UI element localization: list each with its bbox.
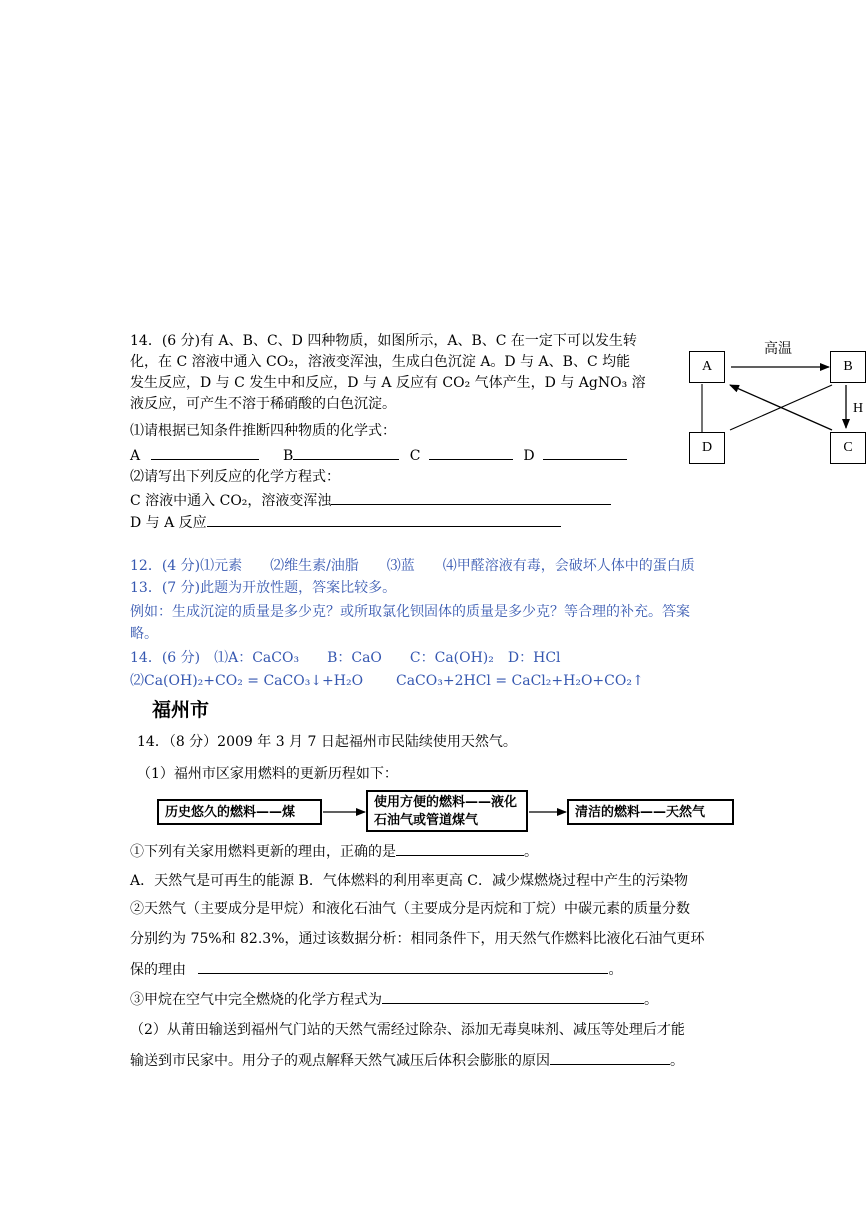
fz-part2-line-1: （2）从莆田输送到福州气门站的天然气需经过除杂、添加无毒臭味剂、减压等处理后才能 — [130, 1022, 685, 1038]
blank-d[interactable] — [543, 445, 627, 460]
node-c: C — [830, 432, 866, 464]
fz-q3-blank[interactable] — [382, 989, 644, 1004]
fz-q2-line-3: 保的理由 — [130, 962, 186, 978]
eq1-blank[interactable] — [331, 490, 611, 505]
answer-13-end: 略。 — [130, 626, 158, 642]
label-h: H — [853, 401, 864, 416]
fz-q2-row — [130, 955, 622, 985]
eq2-row — [130, 512, 561, 534]
q14-line-4: 液反应，可产生不溶于稀硝酸的白色沉淀。 — [130, 396, 396, 412]
fz-q2-blank[interactable] — [198, 959, 608, 974]
fz-part2-row — [130, 1046, 684, 1076]
formula-blanks — [130, 445, 627, 467]
fz-q2-line-2: 分别约为 75%和 82.3%，通过该数据分析：相同条件下，用天然气作燃料比液化石油气更环 — [130, 931, 705, 947]
fz-q3-row — [130, 985, 658, 1015]
fz-q2-end: 。 — [608, 962, 623, 978]
q14-part2-title: ⑵请写出下列反应的化学方程式： — [130, 469, 340, 485]
blank-b[interactable] — [293, 445, 399, 460]
fz-q1-row — [130, 837, 538, 867]
eq2-label: D 与 A 反应 — [130, 515, 207, 531]
label-high-temp: 高温 — [764, 341, 792, 357]
fz-intro: 14．（8 分）2009 年 3 月 7 日起福州市民陆续使用天然气。 — [137, 734, 517, 750]
fz-part2-line-2: 输送到市民家中。用分子的观点解释天然气减压后体积会膨胀的原因 — [130, 1053, 550, 1069]
fz-part1: （1）福州市区家用燃料的更新历程如下： — [137, 766, 398, 782]
flow-step-lpg: 使用方便的燃料——液化石油气或管道煤气 — [366, 790, 528, 832]
blank-label-c: C — [409, 448, 421, 464]
fz-q1-end: 。 — [524, 844, 538, 860]
blank-c[interactable] — [429, 445, 513, 460]
answer-14-eq1: ⑵Ca(OH)₂+CO₂ = CaCO₃↓+H₂O — [130, 673, 364, 689]
answer-12: 12．(4 分)⑴元素 ⑵维生素/油脂 ⑶蓝 ⑷甲醛溶液有毒，会破坏人体中的蛋白质 — [130, 558, 695, 574]
fz-q1-options: A．天然气是可再生的能源 B．气体燃料的利用率更高 C．减少煤燃烧过程中产生的污染物 — [130, 873, 689, 889]
eq1-row — [130, 490, 611, 512]
flow-arrows — [320, 804, 570, 820]
eq1-label: C 溶液中通入 CO₂，溶液变浑浊 — [130, 493, 332, 509]
q14-line-3: 发生反应，D 与 C 发生中和反应，D 与 A 反应有 CO₂ 气体产生，D 与 AgNO₃ 溶 — [130, 375, 646, 391]
q14-line-1: 14．(6 分)有 A、B、C、D 四种物质，如图所示，A、B、C 在一定下可以发生转 — [130, 333, 637, 349]
fz-part2-end: 。 — [670, 1053, 684, 1069]
answer-13: 13．(7 分)此题为开放性题，答案比较多。 — [130, 580, 397, 596]
eq2-blank[interactable] — [207, 512, 561, 527]
answer-14-formulas: 14．(6 分) ⑴A：CaCO₃ B：CaO C：Ca(OH)₂ D：HCl — [130, 650, 561, 666]
blank-label-d: D — [523, 448, 535, 464]
fz-q1: ①下列有关家用燃料更新的理由，正确的是 — [130, 844, 396, 860]
answer-14-eq2: CaCO₃+2HCl = CaCl₂+H₂O+CO₂↑ — [396, 673, 644, 689]
node-d: D — [689, 432, 725, 464]
fz-q3: ③甲烷在空气中完全燃烧的化学方程式为 — [130, 992, 382, 1008]
node-b: B — [830, 351, 866, 383]
section-heading: 福州市 — [152, 699, 210, 721]
blank-label-b: B — [283, 448, 294, 464]
node-a: A — [689, 351, 725, 383]
flow-step-coal: 历史悠久的燃料——煤 — [157, 799, 322, 825]
fz-q2-line-1: ②天然气（主要成分是甲烷）和液化石油气（主要成分是丙烷和丁烷）中碳元素的质量分数 — [130, 901, 690, 917]
fz-part2-blank[interactable] — [550, 1050, 670, 1065]
fz-q3-end: 。 — [644, 992, 658, 1008]
blank-label-a: A — [130, 448, 141, 464]
answer-13-example: 例如：生成沉淀的质量是多少克？或所取氯化钡固体的质量是多少克？等合理的补充。答案 — [130, 604, 690, 620]
fz-q1-blank[interactable] — [396, 841, 524, 856]
q14-part1-title: ⑴请根据已知条件推断四种物质的化学式： — [130, 423, 396, 439]
flow-step-natural-gas: 清洁的燃料——天然气 — [567, 799, 734, 825]
q14-line-2: 化，在 C 溶液中通入 CO₂，溶液变浑浊，生成白色沉淀 A。D 与 A、B、C 均能 — [130, 354, 631, 370]
blank-a[interactable] — [151, 445, 259, 460]
